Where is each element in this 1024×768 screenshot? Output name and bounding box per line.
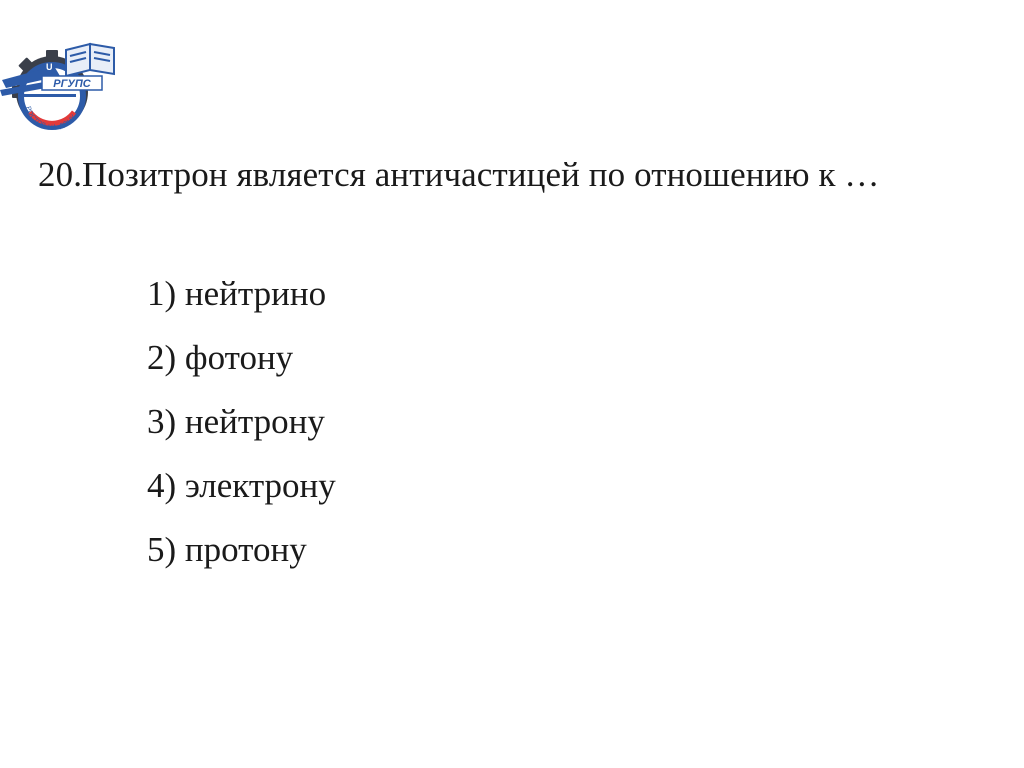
answer-options-list: [147, 262, 336, 582]
question-text: 20.Позитрон является античастицей по отношению к …: [38, 155, 880, 194]
university-logo-icon: [0, 36, 122, 132]
answer-option-4[interactable]: 4) электрону: [147, 466, 336, 505]
answer-option-1[interactable]: 1) нейтрино: [147, 274, 327, 313]
answer-option-5[interactable]: 5) протону: [147, 530, 307, 569]
svg-text:U: U: [46, 62, 53, 72]
answer-option-3[interactable]: 3) нейтрону: [147, 402, 325, 441]
answer-option-2[interactable]: 2) фотону: [147, 338, 294, 377]
logo-ring-text: РОСТОВ-НА-ДОНУ: [24, 105, 78, 132]
logo-lettering: РГУПС: [53, 78, 91, 90]
